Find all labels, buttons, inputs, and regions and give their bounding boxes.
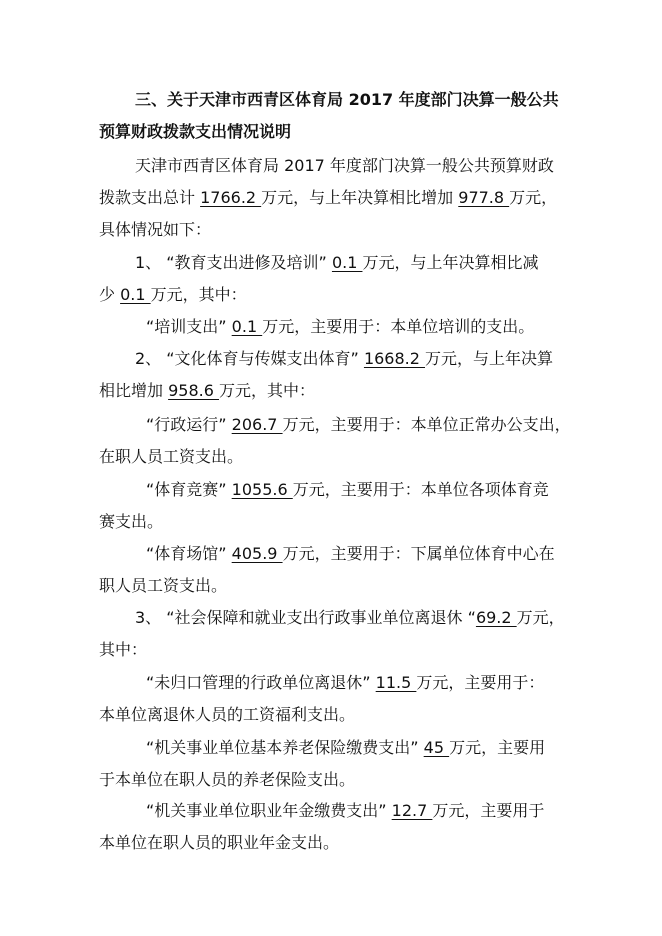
paragraph-intro-line1: 天津市西青区体育局 2017 年度部门决算一般公共预算财政 xyxy=(135,156,554,175)
item2-sub1-line2: 在职人员工资支出。 xyxy=(99,447,244,466)
amount-value: 12.7 xyxy=(391,801,433,820)
text-segment: 万元，主要用于 xyxy=(432,801,545,820)
text-segment: “机关事业单位职业年金缴费支出” xyxy=(146,801,392,820)
text-segment: “未归口管理的行政单位离退休” xyxy=(146,673,376,692)
amount-value: 0.1 xyxy=(231,317,263,336)
amount-value: 206.7 xyxy=(231,415,283,434)
amount-value: 405.9 xyxy=(231,544,283,563)
text-segment: 万元，主要用于：下属单位体育中心在 xyxy=(282,544,555,563)
item2-sub2-line2: 赛支出。 xyxy=(99,512,164,531)
amount-value: 1055.6 xyxy=(231,480,293,499)
text-segment: 万元，其中： xyxy=(218,381,315,400)
item3-sub3-line2: 本单位在职人员的职业年金支出。 xyxy=(99,833,340,852)
text-segment: 万元，与上年决算 xyxy=(425,349,554,368)
item3-sub1-line1 xyxy=(146,672,544,694)
amount-value: 0.1 xyxy=(120,285,151,304)
item3-line1 xyxy=(135,607,565,629)
text-segment: 万元， xyxy=(516,608,565,627)
item3-sub1-line2: 本单位离退休人员的工资福利支出。 xyxy=(99,705,356,724)
item2-sub3-line1 xyxy=(146,543,555,565)
text-segment: 万元，主要用于：本单位正常办公支出， xyxy=(282,415,571,434)
item2-sub3-line2: 职人员工资支出。 xyxy=(99,576,228,595)
amount-total: 1766.2 xyxy=(200,188,262,207)
text-segment: 相比增加 xyxy=(99,381,169,400)
text-segment: “体育竞赛” xyxy=(146,480,232,499)
doc-title-line1: 三、关于天津市西青区体育局 2017 年度部门决算一般公共 xyxy=(135,90,559,109)
amount-value: 69.2 xyxy=(475,608,517,627)
text-segment: 3、 “社会保障和就业支出行政事业单位离退休 “ xyxy=(135,608,476,627)
amount-value: 1668.2 xyxy=(363,349,426,368)
item3-line2: 其中： xyxy=(99,640,148,659)
text-segment: “行政运行” xyxy=(146,415,232,434)
text-segment: 2、 “文化体育与传媒支出体育” xyxy=(135,349,364,368)
item1-line1 xyxy=(135,252,538,274)
text-segment: 万元，与上年决算相比减 xyxy=(362,253,539,272)
item3-sub2-line2: 于本单位在职人员的养老保险支出。 xyxy=(99,770,356,789)
text-segment: 拨款支出总计 xyxy=(99,188,201,207)
item2-sub1-line1 xyxy=(146,414,571,436)
item1-sub1-line1 xyxy=(146,316,534,338)
text-segment: 少 xyxy=(99,285,121,304)
doc-title-line2: 预算财政拨款支出情况说明 xyxy=(99,122,292,141)
item3-sub3-line1 xyxy=(146,800,544,822)
text-segment: “机关事业单位基本养老保险缴费支出” xyxy=(146,738,424,757)
text-segment: 万元，其中： xyxy=(150,285,247,304)
text-segment: 万元， xyxy=(509,188,558,207)
text-segment: 万元，主要用于： xyxy=(416,673,545,692)
text-segment: “培训支出” xyxy=(146,317,232,336)
paragraph-intro-line2 xyxy=(99,187,557,209)
amount-increase: 977.8 xyxy=(458,188,510,207)
text-segment: 万元，与上年决算相比增加 xyxy=(261,188,459,207)
item2-line1 xyxy=(135,348,553,370)
amount-value: 45 xyxy=(423,738,450,757)
item2-sub2-line1 xyxy=(146,479,549,501)
item1-line2 xyxy=(99,284,247,306)
item2-line2 xyxy=(99,380,315,402)
amount-value: 0.1 xyxy=(331,253,363,272)
amount-value: 958.6 xyxy=(168,381,219,400)
text-segment: 万元，主要用于：本单位培训的支出。 xyxy=(262,317,535,336)
text-segment: “体育场馆” xyxy=(146,544,232,563)
amount-value: 11.5 xyxy=(375,673,417,692)
text-segment: 1、 “教育支出进修及培训” xyxy=(135,253,332,272)
item3-sub2-line1 xyxy=(146,737,545,759)
text-segment: 万元，主要用 xyxy=(449,738,546,757)
paragraph-intro-line3: 具体情况如下： xyxy=(99,220,212,239)
text-segment: 万元，主要用于：本单位各项体育竞 xyxy=(292,480,549,499)
